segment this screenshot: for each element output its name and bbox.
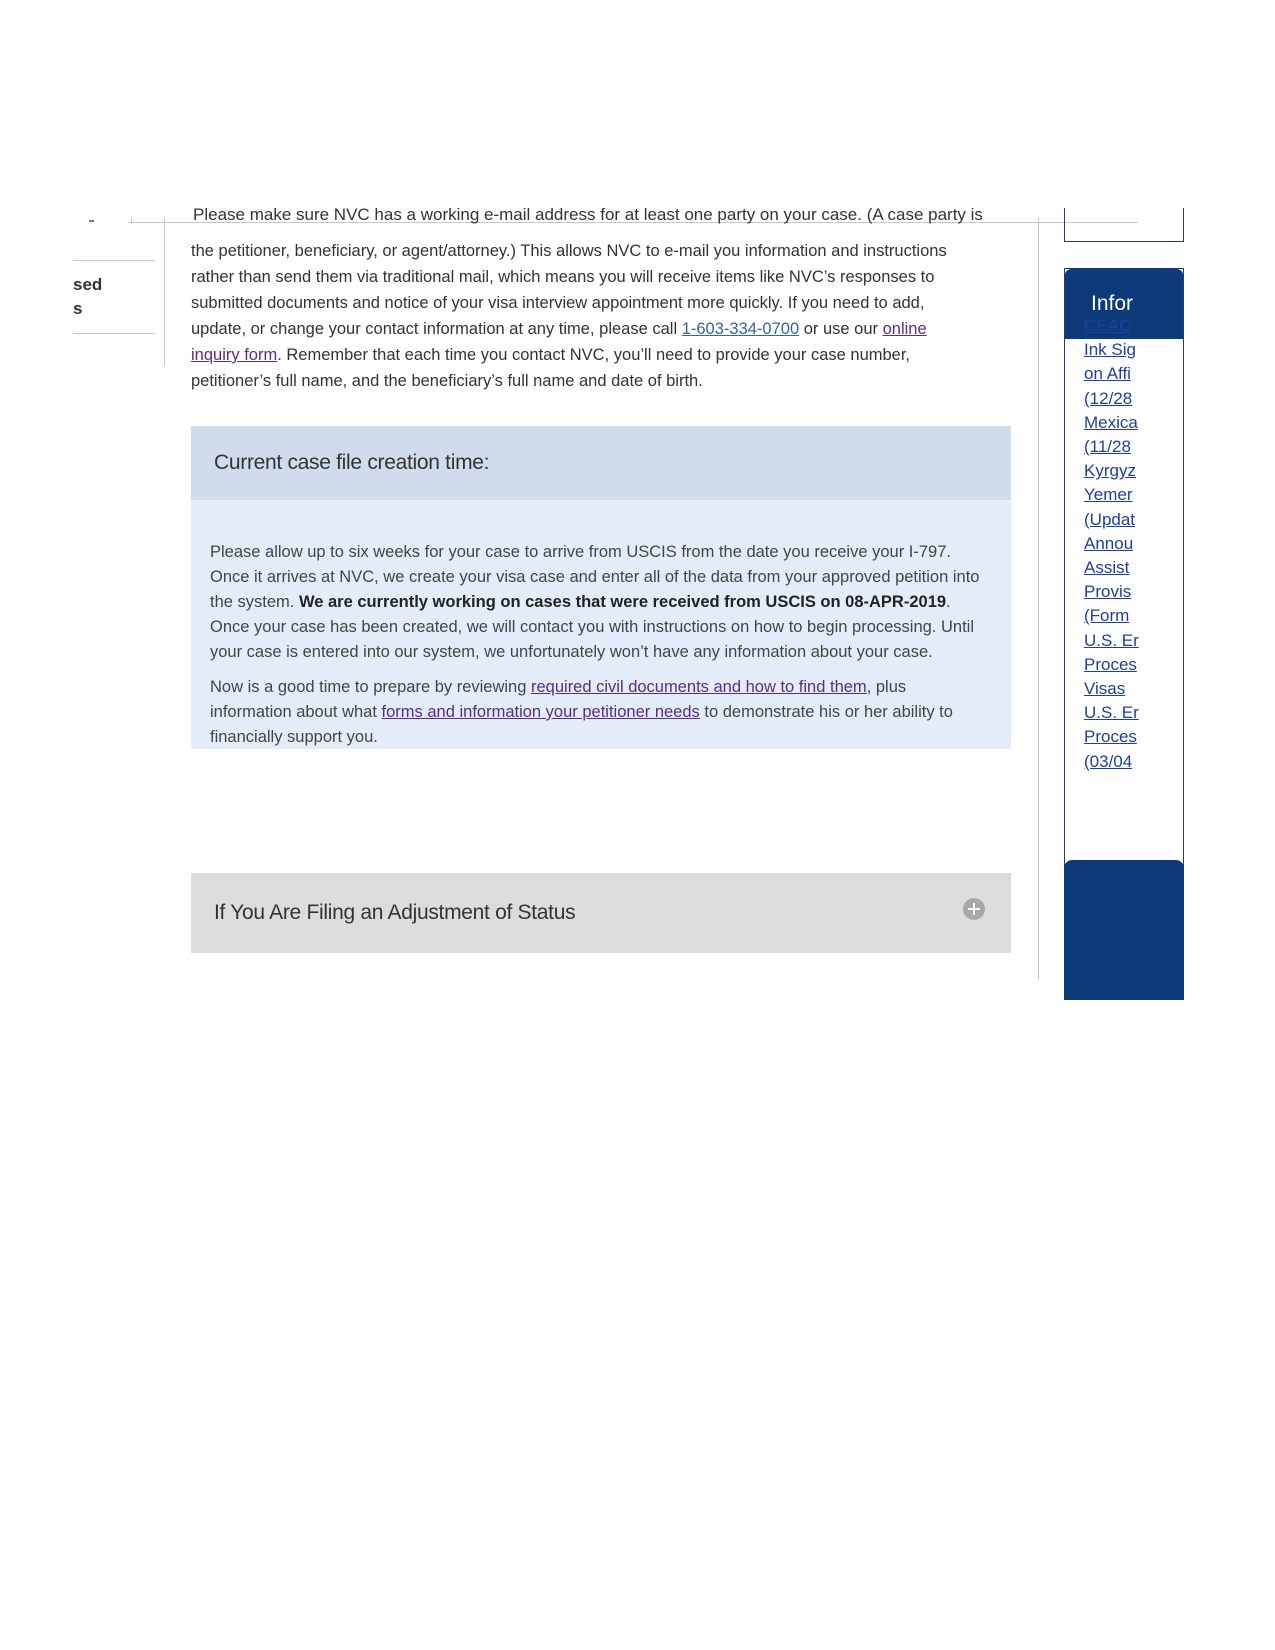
case-file-heading-bar (191, 426, 1011, 500)
phone-link[interactable]: 1-603-334-0700 (681, 320, 800, 338)
adjustment-of-status-accordion[interactable] (191, 873, 1011, 953)
info-link[interactable]: (Form (1084, 606, 1130, 626)
right-sidebar-fragment (1064, 218, 1139, 980)
info-link[interactable]: U.S. Er (1084, 630, 1139, 650)
sidebar-blue-block (1064, 860, 1184, 1000)
adjustment-of-status-heading: If You Are Filing an Adjustment of Status (214, 901, 576, 924)
info-link[interactable]: Proces (1084, 654, 1137, 674)
left-nav-item[interactable]: s (73, 299, 83, 318)
prepare-paragraph: Now is a good time to prepare by reviewing required civil documents and how to find them, plus information about what forms and information your petitioner needs to demonstrate his or her ability to financially support you. (210, 678, 953, 746)
sidebar-top-box (1064, 208, 1184, 242)
left-nav-border (164, 218, 165, 366)
info-link[interactable]: Mexica (1084, 412, 1138, 432)
cropped-intro-line: Please make sure NVC has a working e-mail address for at least one party on your case. (A case party is (193, 205, 983, 224)
online-inquiry-form-link[interactable]: online inquiry form (191, 320, 927, 364)
case-file-creation-panel (191, 426, 1011, 749)
info-link[interactable]: Yemer (1084, 485, 1133, 505)
sidebar-divider (1038, 218, 1039, 980)
petitioner-forms-link[interactable]: forms and information your petitioner needs (381, 703, 700, 721)
expand-plus-icon[interactable] (963, 898, 985, 920)
info-link[interactable]: Visas (1084, 679, 1126, 699)
case-file-body (191, 500, 1011, 749)
info-link[interactable]: Provis (1084, 582, 1132, 602)
info-link[interactable]: (Updat (1084, 509, 1136, 529)
info-link[interactable]: Ink Sig (1084, 340, 1136, 360)
contact-info-paragraph: the petitioner, beneficiary, or agent/attorney.) This allows NVC to e-mail you information and instructions rather than send them via traditional mail, which means you will receive items like NVC’s responses to submitted documents and notice of your visa interview appointment more quickly. If you need to add, update, or change your contact information at any time, please call 1-603-334-0700 or use our online inquiry form. Remember that each time you contact NVC, you’ll need to provide your case number, petitioner’s full name, and the beneficiary’s full name and date of birth. (191, 242, 947, 390)
left-nav-fragment (73, 218, 165, 366)
left-nav-item[interactable]: sed (73, 275, 103, 294)
info-link[interactable]: (03/04 (1084, 751, 1133, 771)
case-file-heading: Current case file creation time: (214, 451, 490, 474)
civil-documents-link[interactable]: required civil documents and how to find them (531, 678, 867, 696)
case-file-paragraph: Please allow up to six weeks for your case to arrive from USCIS from the date you receive your I-797. Once it arrives at NVC, we create your visa case and enter all of the data from your approved petition into the system. We are currently working on cases that were received from USCIS on 08-APR-2019. Once your case has been created, we will contact you with instructions on how to begin processing. Until your case is entered into our system, we unfortunately won’t have any information about your case. (210, 543, 980, 661)
info-link[interactable]: Proces (1084, 727, 1137, 747)
info-link[interactable]: Assist (1084, 558, 1130, 578)
info-link[interactable]: Kyrgyz (1084, 461, 1136, 481)
information-panel-heading: Infor (1065, 269, 1183, 339)
left-nav-divider (73, 260, 155, 261)
screenshot-region (73, 205, 1139, 980)
info-link[interactable]: Annou (1084, 533, 1134, 553)
left-nav-divider (73, 333, 155, 334)
current-processing-date: We are currently working on cases that were received from USCIS on 08-APR-2019 (298, 593, 947, 611)
info-link[interactable]: (12/28 (1084, 388, 1133, 408)
info-link[interactable]: (11/28 (1084, 437, 1131, 457)
info-link[interactable]: U.S. Er (1084, 703, 1139, 723)
info-link[interactable]: on Affi (1084, 364, 1131, 384)
info-link[interactable]: CEAC (1084, 316, 1132, 335)
information-links-list (1084, 314, 1184, 774)
